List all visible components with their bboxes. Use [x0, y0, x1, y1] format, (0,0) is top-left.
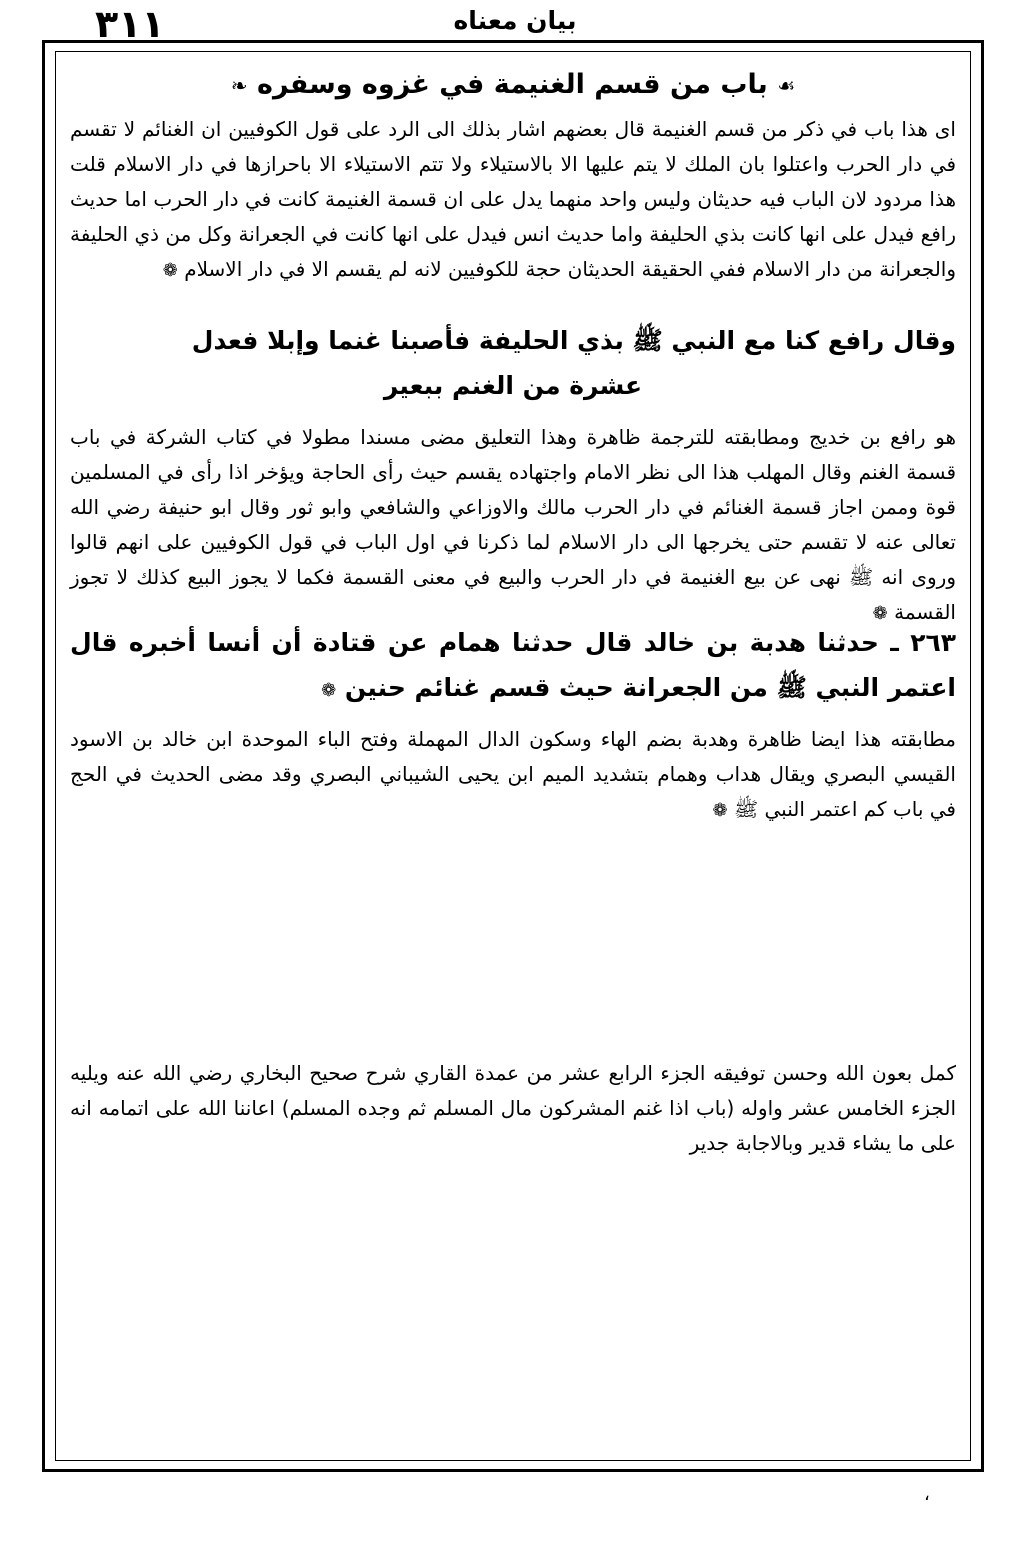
end-mark-icon: ❁ [712, 800, 728, 821]
commentary-text-2: هو رافع بن خديج ومطابقته للترجمة ظاهرة وهذا التعليق مضى مسندا مطولا في كتاب الشركة في باب قسمة الغنم وقال المهلب هذا الى نظر الامام واجتهاده يقسم حيث رأى الحاجة ويؤخر اذا رأى في المسلمين قوة وممن اجاز قسمة الغنائم في دار الحرب مالك والاوزاعي والشافعي وابو ثور وقال ابو حنيفة رضي الله تعالى عنه لا تقسم حتى يخرجها الى دار الاسلام لما ذكرنا في اول الباب في قول الكوفيين على انهم قالوا وروى انه ﷺ نهى عن بيع الغنيمة في دار الحرب والبيع في معنى القسمة فكما لا يجوز البيع كذلك لا تجوز القسمة [70, 425, 956, 624]
ornament-left-icon: ❧ [230, 73, 248, 98]
chapter-title: باب من قسم الغنيمة في غزوه وسفره [257, 69, 768, 100]
end-mark-icon: ❁ [321, 680, 337, 701]
hadith-263-text: ٢٦٣ ـ حدثنا هدبة بن خالد قال حدثنا همام عن قتادة أن أنسا أخبره قال اعتمر النبي ﷺ من الجعرانة حيث قسم غنائم حنين [70, 628, 956, 702]
commentary-text-1: اى هذا باب في ذكر من قسم الغنيمة قال بعضهم اشار بذلك الى الرد على قول الكوفيين ان الغنائم لا تقسم في دار الحرب واعتلوا بان الملك لا يتم عليها الا بالاستيلاء ولا تتم الاستيلاء الا باحرازها في دار الاسلام قلت هذا مردود لان الباب فيه حديثان وليس واحد منهما يدل على ان قسمة الغنيمة كانت في دار الحرب اما حديث رافع فيدل على انها كانت بذي الحليفة واما حديث انس فيدل على انها كانت في الجعرانة وكل من ذي الحليفة والجعرانة من دار الاسلام ففي الحقيقة الحديثان حجة للكوفيين لانه لم يقسم الا في دار الاسلام [70, 117, 956, 281]
ornament-right-icon: ☙ [777, 73, 796, 98]
chapter-heading [70, 60, 956, 110]
colophon-text: كمل بعون الله وحسن توفيقه الجزء الرابع عشر من عمدة القاري شرح صحيح البخاري رضي الله عنه ويليه الجزء الخامس عشر واوله (باب اذا غنم المشركون مال المسلم ثم وجده المسلم) اعاننا الله على اتمامه انه على ما يشاء قدير وبالاجابة جدير [70, 1061, 956, 1155]
hadith-263 [70, 620, 956, 713]
commentary-text-3: مطابقته هذا ايضا ظاهرة وهدبة بضم الهاء وسكون الدال المهملة وفتح الباء الموحدة ابن خالد بن الاسود القيسي البصري ويقال هداب وهمام بتشديد الميم ابن يحيى الشيباني البصري وقد مضى الحديث في الحج في باب كم اعتمر النبي ﷺ [70, 727, 956, 821]
end-mark-icon: ❁ [872, 603, 888, 624]
colophon [70, 1056, 956, 1161]
hadith-heading-last: عشرة من الغنم ببعير [383, 371, 643, 400]
commentary-paragraph-1 [70, 112, 956, 288]
footer-mark: ، [924, 1484, 930, 1505]
running-header: بیان معناه [453, 6, 577, 35]
commentary-paragraph-2 [70, 420, 956, 631]
end-mark-icon: ❁ [162, 260, 178, 281]
commentary-paragraph-3 [70, 722, 956, 828]
hadith-heading-rafi [70, 318, 956, 408]
page-number: ٣١١ [95, 2, 165, 46]
hadith-heading-main: وقال رافع كنا مع النبي ﷺ بذي الحليفة فأصبنا غنما وإبلا فعدل [191, 326, 956, 355]
